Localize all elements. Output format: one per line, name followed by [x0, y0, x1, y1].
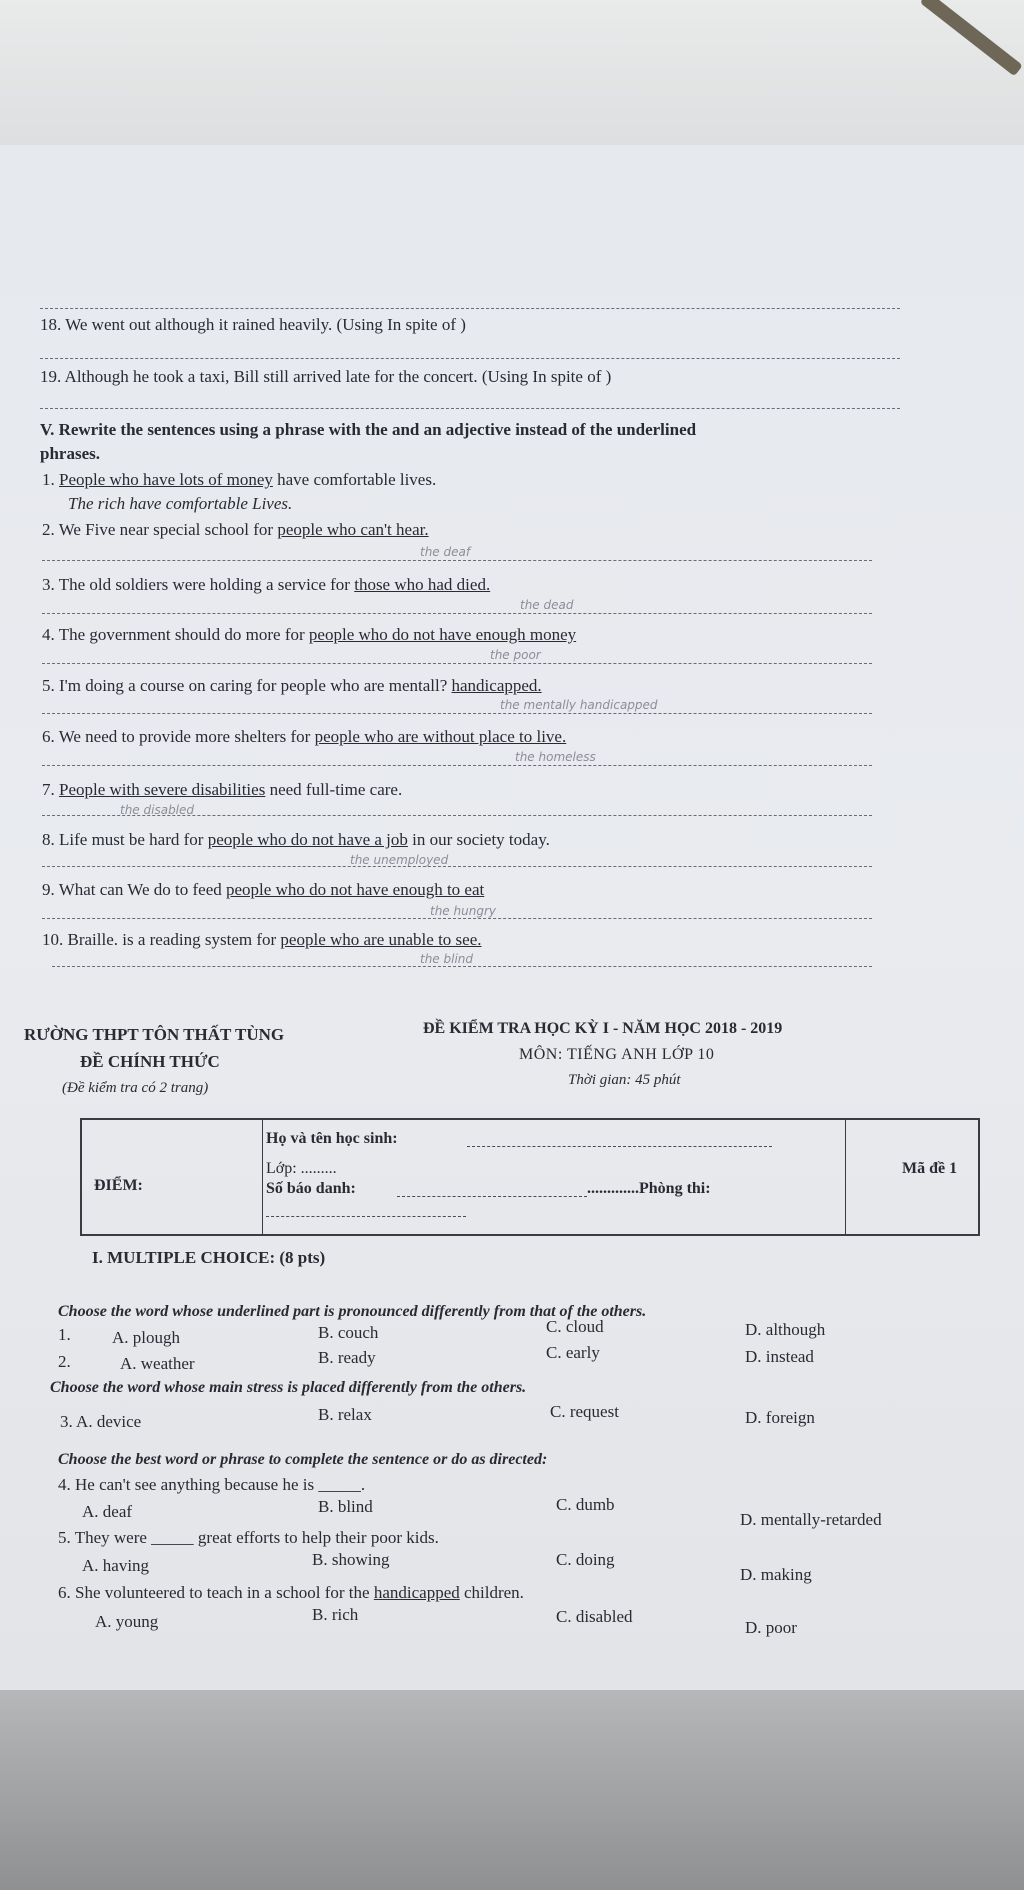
instruction-stress: Choose the word whose main stress is placed differently from the others.: [50, 1379, 527, 1396]
page-count-note: (Đề kiểm tra có 2 trang): [62, 1080, 209, 1096]
answer-line: [42, 918, 872, 919]
rewrite-item-8: 8. Life must be hard for people who do not have a job in our society today.: [42, 830, 550, 849]
q4-option-d[interactable]: D. mentally-retarded: [740, 1510, 882, 1529]
rewrite-item-9: 9. What can We do to feed people who do not have enough to eat: [42, 880, 485, 899]
answer-line: [40, 358, 900, 359]
q6-option-d[interactable]: D. poor: [745, 1618, 797, 1637]
q5-option-b[interactable]: B. showing: [312, 1550, 390, 1569]
part-v-heading: V. Rewrite the sentences using a phrase with the and an adjective instead of the underlined: [40, 420, 697, 439]
handwritten-answer: the deaf: [420, 545, 471, 559]
rewrite-item-10: 10. Braille. is a reading system for people who are unable to see.: [42, 930, 482, 949]
q1-option-d[interactable]: D. although: [745, 1320, 826, 1339]
q4-stem: 4. He can't see anything because he is _____.: [58, 1475, 366, 1494]
exam-room-label: .............Phòng thi:: [587, 1180, 711, 1197]
handwritten-answer: the disabled: [120, 803, 195, 817]
desk-background-bottom: [0, 1690, 1024, 1890]
desk-background-top: [0, 0, 1024, 160]
part-i-heading: I. MULTIPLE CHOICE: (8 pts): [92, 1248, 326, 1267]
rewrite-item-7: 7. People with severe disabilities need full-time care.: [42, 780, 403, 799]
rewrite-example: The rich have comfortable Lives.: [68, 494, 293, 513]
rewrite-item-2: 2. We Five near special school for people who can't hear.: [42, 520, 429, 539]
subject-title: MÔN: TIẾNG ANH LỚP 10: [519, 1046, 715, 1063]
q3-option-d[interactable]: D. foreign: [745, 1408, 815, 1427]
answer-line: [42, 713, 872, 714]
class-label: Lớp: .........: [266, 1160, 337, 1177]
q5-stem: 5. They were _____ great efforts to help their poor kids.: [58, 1528, 439, 1547]
handwritten-answer: the blind: [420, 952, 474, 966]
instruction-pronunciation: Choose the word whose underlined part is pronounced differently from that of the others.: [58, 1303, 647, 1320]
q1-option-b[interactable]: B. couch: [318, 1323, 379, 1342]
q5-option-a[interactable]: A. having: [82, 1556, 150, 1575]
student-info-box: [80, 1118, 980, 1236]
rewrite-item-1: 1. People who have lots of money have comfortable lives.: [42, 470, 437, 489]
q6-option-a[interactable]: A. young: [95, 1612, 159, 1631]
school-name: RƯỜNG THPT TÔN THẤT TÙNG: [24, 1025, 285, 1044]
answer-line: [42, 560, 872, 561]
part-v-heading-cont: phrases.: [40, 444, 100, 463]
q3-option-a[interactable]: 3. A. device: [60, 1412, 142, 1431]
student-name-field[interactable]: [467, 1146, 772, 1147]
q1-option-a[interactable]: A. plough: [112, 1328, 180, 1347]
q6-option-b[interactable]: B. rich: [312, 1605, 359, 1624]
handwritten-answer: the dead: [520, 598, 574, 612]
q1-option-c[interactable]: C. cloud: [546, 1317, 604, 1336]
rewrite-item-3: 3. The old soldiers were holding a service for those who had died.: [42, 575, 491, 594]
student-id-label: Số báo danh:: [266, 1180, 356, 1197]
q2-option-a[interactable]: A. weather: [120, 1354, 195, 1373]
score-label: ĐIỂM:: [94, 1177, 143, 1194]
q5-option-d[interactable]: D. making: [740, 1565, 812, 1584]
student-name-label: Họ và tên học sinh:: [266, 1130, 398, 1147]
q6-option-c[interactable]: C. disabled: [556, 1607, 633, 1626]
handwritten-answer: the homeless: [515, 750, 596, 764]
q3-option-b[interactable]: B. relax: [318, 1405, 372, 1424]
handwritten-answer: the poor: [490, 648, 541, 662]
q1-number: 1.: [58, 1325, 71, 1344]
rewrite-item-6: 6. We need to provide more shelters for people who are without place to live.: [42, 727, 567, 746]
question-18: 18. We went out although it rained heavily. (Using In spite of ): [40, 315, 466, 334]
answer-line: [40, 308, 900, 309]
answer-line: [42, 815, 872, 816]
q4-option-a[interactable]: A. deaf: [82, 1502, 133, 1521]
answer-line: [52, 966, 872, 967]
q4-option-c[interactable]: C. dumb: [556, 1495, 615, 1514]
instruction-best-option: Choose the best word or phrase to complete the sentence or do as directed:: [58, 1451, 548, 1468]
handwritten-answer: the unemployed: [350, 853, 449, 867]
answer-line: [42, 663, 872, 664]
q2-option-b[interactable]: B. ready: [318, 1348, 376, 1367]
handwritten-answer: the mentally handicapped: [500, 698, 658, 712]
q3-option-c[interactable]: C. request: [550, 1402, 619, 1421]
blank-line: [266, 1216, 466, 1217]
rewrite-item-4: 4. The government should do more for people who do not have enough money: [42, 625, 577, 644]
answer-line: [42, 613, 872, 614]
question-19: 19. Although he took a taxi, Bill still arrived late for the concert. (Using In spite of ): [40, 367, 612, 386]
q4-option-b[interactable]: B. blind: [318, 1497, 373, 1516]
answer-line: [40, 408, 900, 409]
q6-stem: 6. She volunteered to teach in a school for the handicapped children.: [58, 1583, 524, 1602]
official-label: ĐỀ CHÍNH THỨC: [80, 1052, 220, 1071]
exam-title: ĐỀ KIỂM TRA HỌC KỲ I - NĂM HỌC 2018 - 2019: [423, 1020, 783, 1037]
student-id-field[interactable]: [397, 1196, 587, 1197]
handwritten-answer: the hungry: [430, 904, 496, 918]
q2-option-c[interactable]: C. early: [546, 1343, 600, 1362]
q2-number: 2.: [58, 1352, 71, 1371]
answer-line: [42, 866, 872, 867]
answer-line: [42, 765, 872, 766]
rewrite-item-5: 5. I'm doing a course on caring for people who are mentall? handicapped.: [42, 676, 542, 695]
q2-option-d[interactable]: D. instead: [745, 1347, 814, 1366]
q5-option-c[interactable]: C. doing: [556, 1550, 615, 1569]
time-limit: Thời gian: 45 phút: [568, 1072, 681, 1088]
exam-code-label: Mã đề 1: [902, 1160, 958, 1177]
